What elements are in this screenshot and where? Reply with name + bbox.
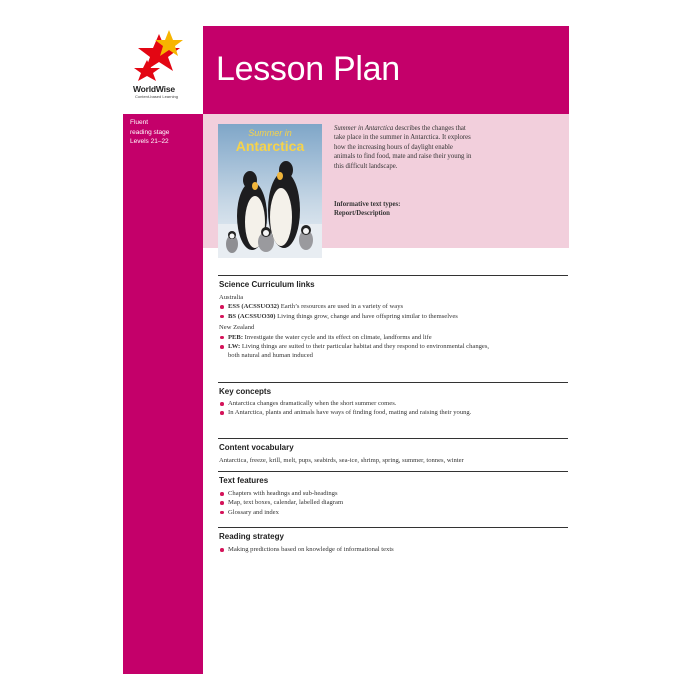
- cover-title-line2: Antarctica: [235, 138, 305, 154]
- book-cover: [218, 124, 322, 258]
- section-title-curriculum: Science Curriculum links: [219, 280, 315, 289]
- list-item: Map, text boxes, calendar, labelled diagram: [219, 498, 565, 507]
- summary-body: describes the changes that take place in the summer in Antarctica. It explores how the increasing hours of daylight enable animals to find food, mate and raise their young in this difficult landscape.: [334, 125, 472, 170]
- curriculum-body: [219, 293, 565, 361]
- bullet-icon: [220, 345, 224, 349]
- bullet-icon: [220, 411, 224, 415]
- brand-tagline: Content-based Learning: [135, 94, 178, 99]
- text-types: [334, 200, 474, 219]
- sidebar-line: reading stage: [130, 128, 170, 136]
- section-title-concepts: Key concepts: [219, 387, 272, 396]
- divider: [218, 527, 568, 528]
- list-item: Glossary and index: [219, 508, 565, 517]
- bullet-icon: [220, 336, 224, 340]
- list-item: In Antarctica, plants and animals have ways of finding food, mating and raising their young.: [219, 408, 478, 417]
- region-label: Australia: [219, 294, 244, 301]
- divider: [218, 438, 568, 439]
- bullet-icon: [220, 501, 224, 505]
- text-types-value: Report/Description: [334, 210, 390, 218]
- list-item: Chapters with headings and sub-headings: [219, 489, 565, 498]
- list-item: ESS (ACSSUO32) Earth’s resources are used in a variety of ways: [219, 302, 565, 311]
- vocab-body: Antarctica, freeze, krill, melt, pups, seabirds, sea-ice, shrimp, spring, summer, tonnes, winter: [219, 457, 464, 464]
- cover-title-line1: Summer in: [248, 128, 292, 138]
- book-title: Summer in Antarctica: [334, 125, 394, 132]
- page-title: Lesson Plan: [216, 50, 400, 88]
- sidebar-line: Fluent: [130, 119, 149, 126]
- section-title-strategy: Reading strategy: [219, 532, 284, 541]
- section-title-features: Text features: [219, 476, 269, 485]
- section-title-vocab: Content vocabulary: [219, 443, 294, 452]
- bullet-icon: [220, 548, 224, 552]
- bullet-icon: [220, 315, 224, 319]
- features-body: [219, 489, 565, 517]
- list-item: Antarctica changes dramatically when the short summer comes.: [219, 399, 565, 408]
- divider: [218, 471, 568, 472]
- text-types-label: Informative text types:: [334, 201, 401, 208]
- divider: [218, 382, 568, 383]
- bullet-icon: [220, 511, 224, 515]
- brand-name: WorldWise: [133, 84, 175, 94]
- sidebar: [123, 114, 203, 674]
- divider: [218, 275, 568, 276]
- sidebar-line: Levels 21–22: [130, 138, 169, 145]
- bullet-icon: [220, 492, 224, 496]
- concepts-body: [219, 399, 565, 418]
- bullet-icon: [220, 402, 224, 406]
- list-item: LW: Living things are suited to their particular habitat and they respond to environmental changes, both natural and human induced: [219, 342, 498, 361]
- list-item: BS (ACSSUO30) Living things grow, change and have offspring similar to themselves: [219, 312, 565, 321]
- book-summary: [334, 124, 474, 171]
- strategy-body: [219, 545, 565, 554]
- bullet-icon: [220, 305, 224, 309]
- reading-level-info: [130, 118, 200, 147]
- list-item: PEB: Investigate the water cycle and its effect on climate, landforms and life: [219, 333, 565, 342]
- list-item: Making predictions based on knowledge of informational texts: [219, 545, 565, 554]
- region-label: New Zealand: [219, 324, 255, 332]
